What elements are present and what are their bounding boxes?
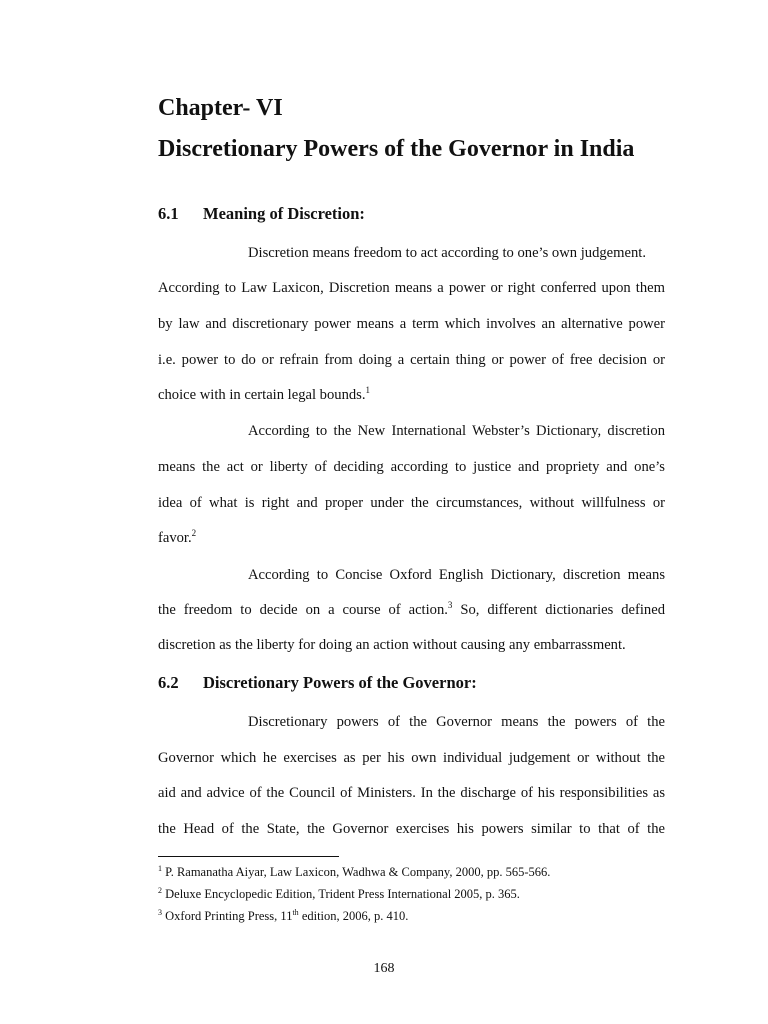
paragraph-line: i.e. power to do or refrain from doing a certain thing or power of free decision or xyxy=(158,352,665,368)
footnote-separator xyxy=(158,856,339,857)
section-title: Discretionary Powers of the Governor: xyxy=(203,673,477,692)
section-number: 6.1 xyxy=(158,204,179,223)
paragraph-line: the Head of the State, the Governor exercises his powers similar to that of the xyxy=(158,821,665,837)
paragraph-line: According to the New International Webster’s Dictionary, discretion xyxy=(248,423,665,439)
footnote-ref: 2 xyxy=(191,528,197,539)
paragraph-line: Governor which he exercises as per his own individual judgement or without the xyxy=(158,750,665,766)
paragraph-line: choice with in certain legal bounds.$^1$ xyxy=(158,385,370,403)
paragraph-line: Discretion means freedom to act according to one’s own judgement. xyxy=(248,245,646,261)
section-title: Meaning of Discretion: xyxy=(203,204,365,223)
chapter-title: Discretionary Powers of the Governor in India xyxy=(158,136,635,162)
paragraph-line: Discretionary powers of the Governor means the powers of the xyxy=(248,714,665,730)
page-number: 168 xyxy=(373,961,395,976)
section-number: 6.2 xyxy=(158,673,179,692)
paragraph-line: idea of what is right and proper under the circumstances, without willfulness or xyxy=(158,495,665,511)
paragraph-line: favor.$^2$ xyxy=(158,528,197,546)
paragraph-line: means the act or liberty of deciding according to justice and propriety and one’s xyxy=(158,459,665,475)
footnote-3: $^3$ Oxford Printing Press, 11th edition, 2006, p. 410. xyxy=(158,907,409,923)
footnote-ref: 3 xyxy=(447,600,453,611)
paragraph-line: According to Concise Oxford English Dictionary, discretion means xyxy=(248,567,665,583)
footnote-ref: 1 xyxy=(365,385,370,396)
paragraph-line: According to Law Laxicon, Discretion means a power or right conferred upon them xyxy=(158,280,665,296)
paragraph-line: the freedom to decide on a course of action.$^3$ So, different dictionaries defined xyxy=(158,600,665,618)
paragraph-line: by law and discretionary power means a term which involves an alternative power xyxy=(158,316,665,332)
chapter-label: Chapter- VI xyxy=(158,95,283,121)
paragraph-line: aid and advice of the Council of Ministers. In the discharge of his responsibilities as xyxy=(158,785,665,801)
footnote-2: $^2$ Deluxe Encyclopedic Edition, Trident Press International 2005, p. 365. xyxy=(158,885,520,901)
paragraph-line: discretion as the liberty for doing an action without causing any embarrassment. xyxy=(158,637,626,653)
footnote-1: $^1$ P. Ramanatha Aiyar, Law Laxicon, Wadhwa & Company, 2000, pp. 565-566. xyxy=(158,863,551,879)
